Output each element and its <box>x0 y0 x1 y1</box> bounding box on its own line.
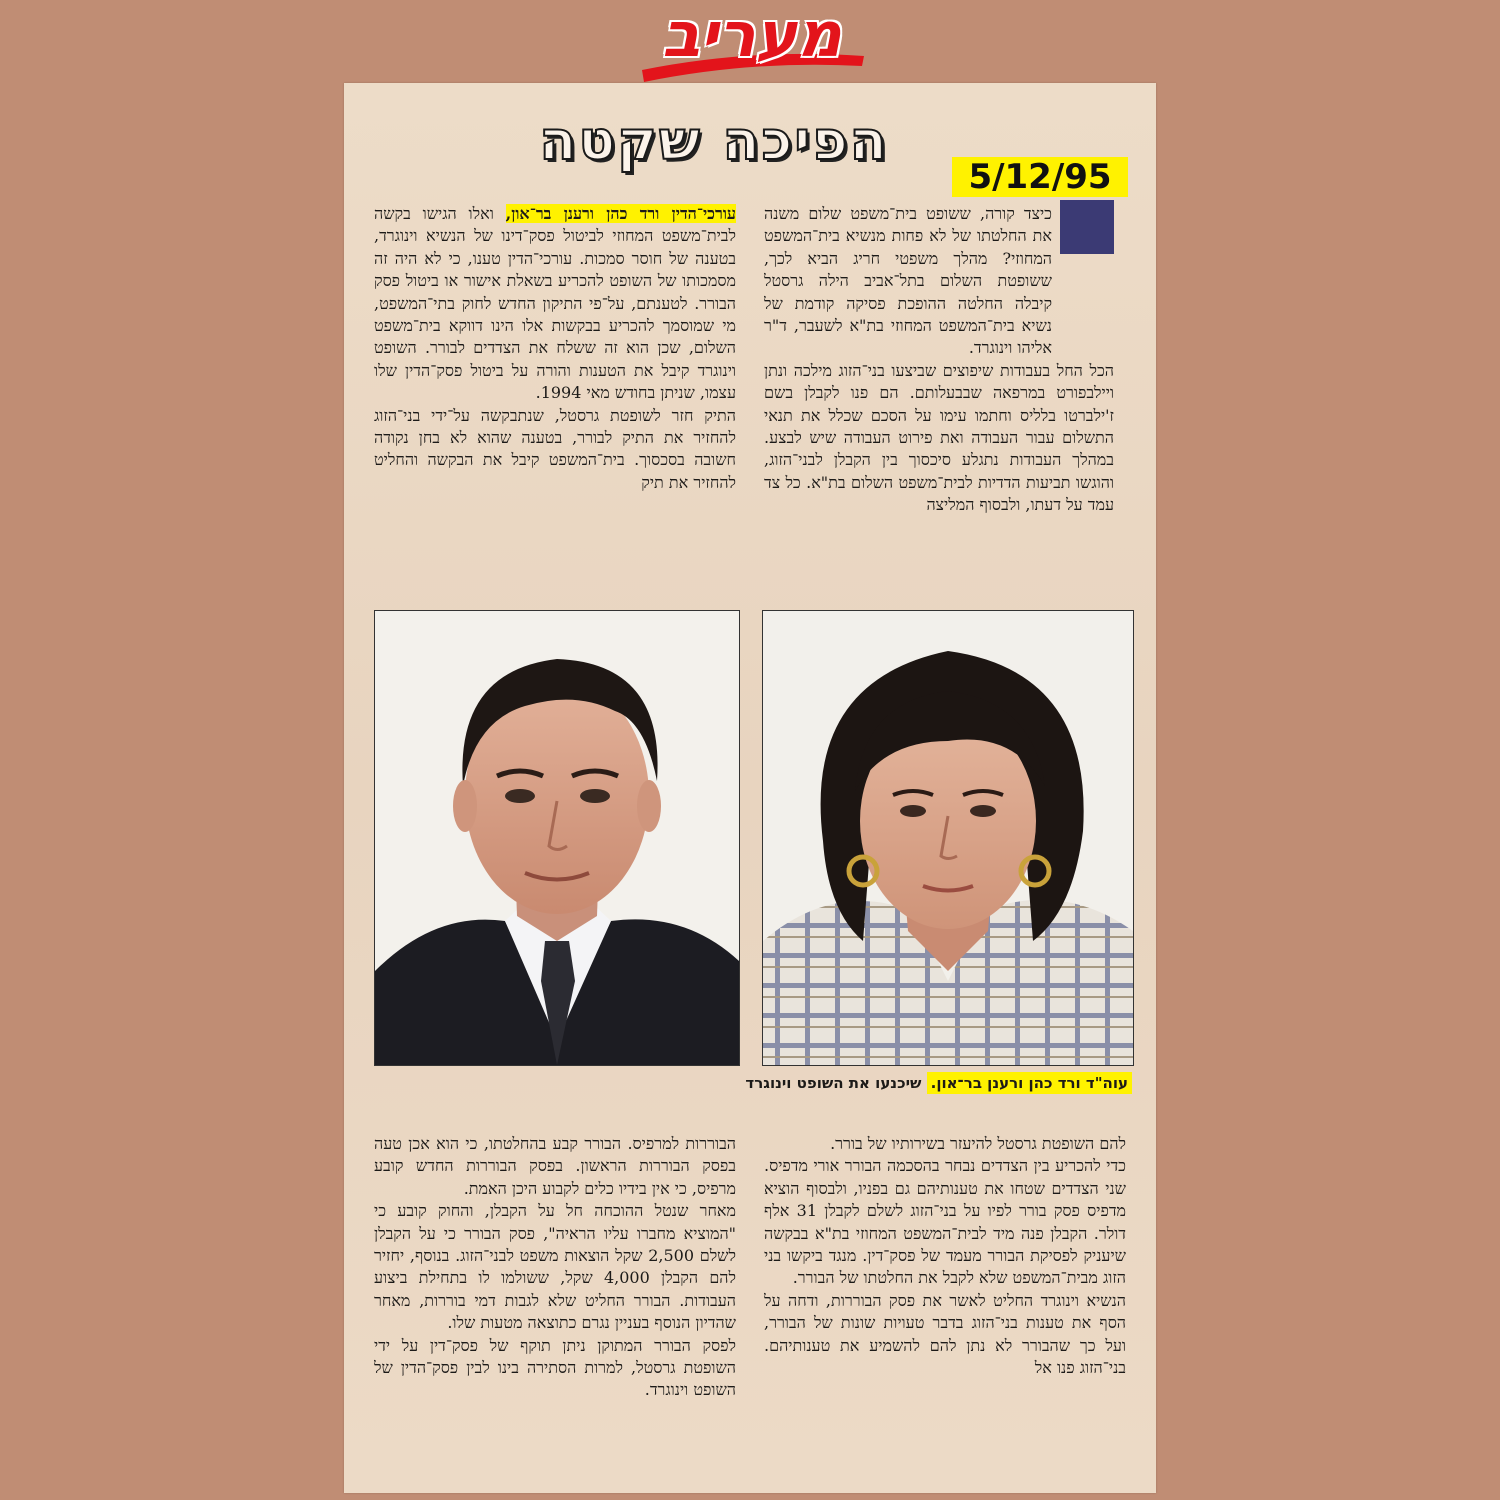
upper-left-column <box>374 203 736 575</box>
upper-left-paragraph <box>374 203 736 405</box>
highlighted-lawyers-names: עורכי־הדין ורד כהן ורענן בר־און, <box>505 204 736 223</box>
caption-names-highlight: עוה"ד ורד כהן ורענן בר־און. <box>927 1072 1132 1094</box>
lower-left-paragraph: לפסק הבורר המתוקן ניתן תוקף של פסק־דין על ידי השופטת גרסטל, למרות הסתירה בינו לבין פסק־הדין של השופט וינוגרד. <box>374 1335 736 1400</box>
upper-left-paragraph: התיק חזר לשופטת גרסטל, שנתבקשה על־ידי בני־הזוג להחזיר את התיק לבורר, בטענה שהוא לא בחן נקודה חשובה בסכסוך. בית־המשפט קיבל את הבקשה והחליט להחזיר את תיק <box>374 405 736 492</box>
article-date: 5/12/95 <box>952 157 1128 197</box>
lower-left-paragraph: מאחר שנטל ההוכחה חל על הקבלן, והחוק קובע כי "המוציא מחברו עליו הראיה", פסק הבורר כי על הקבלן לשלם 2,500 שקל הוצאות משפט לבני־הזוג. בנוסף, יחזיר להם הקבלן 4,000 שקל, ששולמו לו בתחילת ביצוע העבודות. הבורר החליט שלא לגבות דמי בוררות, מאחר שהדיון הנוסף בעניין נגרם כתוצאה מטעות שלו. <box>374 1201 736 1333</box>
lower-right-paragraph: הנשיא וינוגרד החליט לאשר את פסק הבוררות, ודחה על הסף את טענות בני־הזוג בדבר טעויות שונות של הבורר, ועל כך שהבורר לא נתן להם להשמיע את טענותיהם. בני־הזוג פנו אל <box>764 1290 1126 1378</box>
upper-right-paragraph: הכל החל בעבודות שיפוצים שביצעו בני־הזוג מילכה ונתן ויילבפורט במרפאה שבבעלותם. הם פנו לקבלן בשם ז'ילברטו בלליס וחתמו עימו על הסכם שכלל את תנאי התשלום עבור העבודה ואת פירוט העבודה שיש לבצע. במהלך העבודות נתגלע סיכסוך בין הקבלן לבני־הזוג, והוגשו תביעות הדדיות לבית־משפט השלום בת"א. כל צד עמד על דעתו, ולבסוף המליצה <box>764 360 1114 515</box>
newspaper-logo <box>632 0 872 78</box>
article-headline: הפיכה שקטה <box>539 109 889 172</box>
photo-caption <box>374 1069 1132 1097</box>
lower-right-paragraph: להם השופטת גרסטל להיעזר בשירותיו של בורר. <box>830 1134 1126 1153</box>
upper-right-paragraph: כיצד קורה, ששופט בית־משפט שלום משנה את החלטתו של לא פחות מנשיא בית־המשפט המחוזי? מהלך משפטי חריג הביא לכך, ששופטת השלום בתל־אביב הילה גרסטל קיבלה החלטה ההופכת פסיקה קודמת של נשיא בית־המשפט המחוזי בת"א לשעבר, ד"ר אליהו וינוגרד. <box>764 204 1052 358</box>
adjacent-article-fragment <box>1124 153 1156 175</box>
caption-text: שיכנעו את השופט וינוגרד <box>745 1074 922 1092</box>
newspaper-clipping <box>344 83 1156 1493</box>
lower-right-paragraph: כדי להכריע בין הצדדים נבחר בהסכמה הבורר אורי מדפיס. שני הצדדים שטחו את טענותיהם גם בפניו, ולבסוף הוציא מדפיס פסק בורר לפיו על בני־הזוג לשלם לקבלן 31 אלף דולר. הקבלן פנה מיד לבית־המשפט המחוזי בת"א בבקשה שיעניק לפסיקת הבורר מעמד של פסק־דין. מנגד ביקשו בני הזוג מבית־המשפט שלא לקבל את החלטתו של הבורר. <box>764 1156 1126 1288</box>
lower-right-column <box>764 1133 1126 1483</box>
lower-left-paragraph: הבוררות למרפיס. הבורר קבע בהחלטתו, כי הוא אכן טעה בפסק הבוררות הראשון. בפסק הבוררות החדש קובע מרפיס, כי אין בידיו כלים לקבוע היכן האמת. <box>374 1134 736 1198</box>
photo-raanan-bar-on <box>374 610 740 1066</box>
lower-left-column <box>374 1133 736 1483</box>
logo-text: מעריב <box>662 0 842 71</box>
photo-vered-cohen <box>762 610 1134 1066</box>
upper-left-text: ואלו הגישו בקשה לבית־משפט המחוזי לביטול פסק־דינו של הנשיא וינוגרד, בטענה של חוסר סמכות. עורכי־הדין טענו, כי לא היה זה מסמכותו של השופט להכריע בשאלת אישור או ביטול פסק הבורר. לטענתם, על־פי התיקון החדש לחוק בתי־המשפט, מי שמוסמך להכריע בבקשות אלו הינו דווקא בית־משפט השלום, שכן הוא זה ששלח את הצדדים לבורר. השופט וינוגרד קיבל את הטענות והורה על ביטול פסק־הדין שלו עצמו, שניתן בחודש מאי 1994. <box>374 204 736 403</box>
upper-right-column <box>764 203 1114 575</box>
